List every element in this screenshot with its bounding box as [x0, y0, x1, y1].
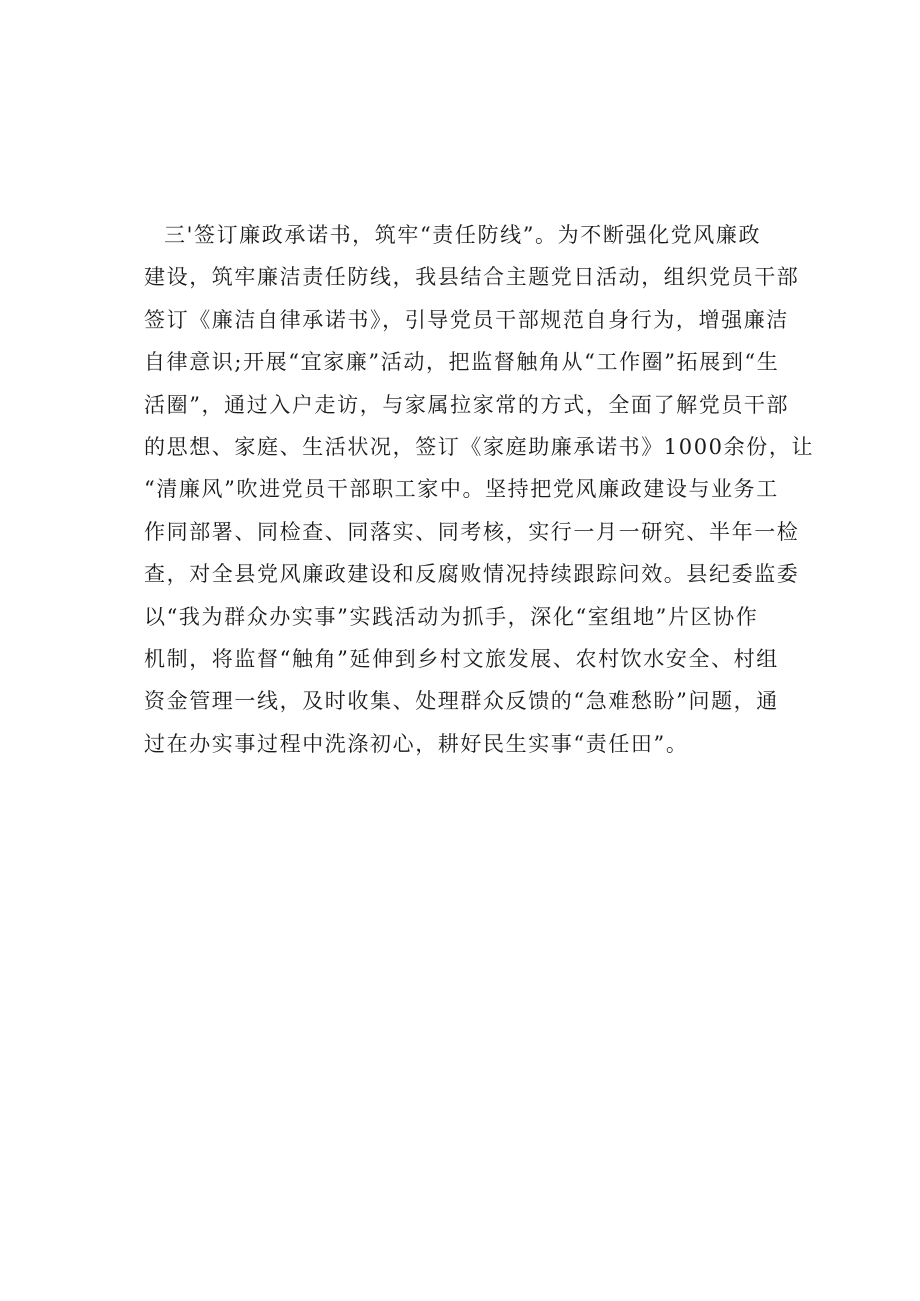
- paragraph-line-8: 作同部署、同检查、同落实、同考核，实行一月一研究、半年一检: [144, 519, 800, 544]
- paragraph-line-13: 过在办实事过程中洗涤初心，耕好民生实事“责任田”。: [144, 731, 689, 756]
- paragraph-line-10: 以“我为群众办实事”实践活动为抓手，深化“室组地”片区协作: [144, 604, 759, 629]
- paragraph-line-5: 活圈”，通过入户走访，与家属拉家常的方式，全面了解党员干部: [144, 392, 790, 417]
- paragraph-line-6: 的思想、家庭、生活状况，签订《家庭助廉承诺书》1000余份，让: [144, 434, 815, 459]
- paragraph-line-9: 查，对全县党风廉政建设和反腐败情况持续跟踪问效。县纪委监委: [144, 562, 800, 587]
- paragraph-line-2: 建设，筑牢廉洁责任防线，我县结合主题党日活动，组织党员干部: [144, 265, 800, 290]
- body-paragraph: [144, 214, 815, 765]
- paragraph-line-4: 自律意识;开展“宜家廉”活动，把监督触角从“工作圈”拓展到“生: [144, 350, 780, 375]
- paragraph-line-7: “清廉风”吹进党员干部职工家中。坚持把党风廉政建设与业务工: [144, 477, 779, 502]
- paragraph-line-3: 签订《廉洁自律承诺书》，引导党员干部规范自身行为，增强廉洁: [144, 307, 789, 332]
- paragraph-line-12: 资金管理一线，及时收集、处理群众反馈的“急难愁盼”问题，通: [144, 689, 779, 714]
- paragraph-line-11: 机制，将监督“触角”延伸到乡村文旅发展、农村饮水安全、村组: [144, 646, 779, 671]
- paragraph-line-1: 三'签订廉政承诺书，筑牢“责任防线”。为不断强化党风廉政: [164, 223, 762, 247]
